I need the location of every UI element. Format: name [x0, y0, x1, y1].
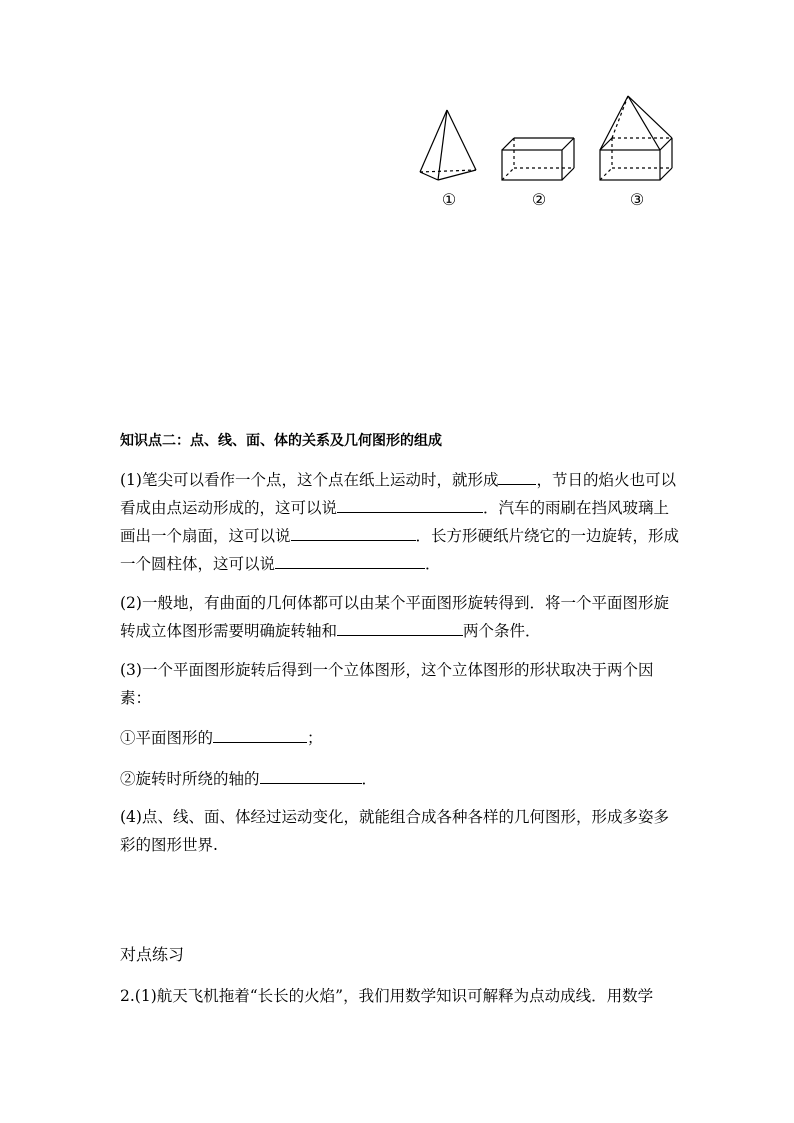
- paragraph-3b: [120, 765, 680, 793]
- paragraph-3a: [120, 724, 680, 752]
- answer-blank[interactable]: [275, 550, 425, 569]
- p1-text-3: ．汽车的雨刷在挡风玻璃上画出一个扇面，这可以说: [120, 499, 670, 545]
- paragraph-4: (4)点、线、面、体经过运动变化，就能组合成各种各样的几何图形，形成多姿多彩的图形世界.: [120, 808, 669, 854]
- geometry-figures: [412, 92, 692, 212]
- solids-illustration: [412, 92, 692, 192]
- answer-blank[interactable]: [337, 617, 463, 636]
- p1-text-4: ．长方形硬纸片绕它的一边旋转，形成一个圆柱体，这可以说: [120, 527, 680, 573]
- practice-title: 对点练习: [120, 945, 185, 964]
- answer-blank[interactable]: [498, 466, 536, 485]
- p1-text-2: ，节日的焰火也可以看成由点运动形成的，这可以说: [120, 471, 676, 517]
- figure-label-3: ③: [629, 190, 645, 209]
- pyramid-figure: [420, 110, 476, 180]
- p3a-text-2: ；: [307, 729, 323, 747]
- answer-blank[interactable]: [260, 765, 362, 784]
- p3a-text-1: ①平面图形的: [120, 729, 214, 747]
- cuboid-figure: [502, 138, 574, 180]
- paragraph-1: [120, 466, 680, 578]
- question-2: 2.(1)航天飞机拖着“长长的火焰”，我们用数学知识可解释为点动成线．用数学: [120, 987, 654, 1005]
- p2-text-1: (2)一般地，有曲面的几何体都可以由某个平面图形旋转得到．将一个平面图形旋转成立体图形需要明确旋转轴和: [120, 594, 669, 640]
- paragraph-2: [120, 589, 680, 645]
- p2-text-2: 两个条件．: [463, 622, 541, 640]
- figure-label-2: ②: [531, 190, 547, 209]
- answer-blank[interactable]: [291, 522, 416, 541]
- p1-text-1: (1)笔尖可以看作一个点，这个点在纸上运动时，就形成: [120, 471, 499, 489]
- figure-label-1: ①: [441, 190, 457, 209]
- answer-blank[interactable]: [213, 724, 307, 743]
- paragraph-3: (3)一个平面图形旋转后得到一个立体图形，这个立体图形的形状取决于两个因素：: [120, 661, 654, 707]
- knowledge-heading: 知识点二：点、线、面、体的关系及几何图形的组成: [120, 433, 442, 449]
- p3b-text-1: ②旋转时所绕的轴的: [120, 770, 260, 788]
- p1-text-5: ．: [425, 555, 441, 573]
- cuboid-pyramid-figure: [600, 96, 672, 180]
- p3b-text-2: ．: [361, 770, 378, 788]
- answer-blank[interactable]: [337, 494, 483, 513]
